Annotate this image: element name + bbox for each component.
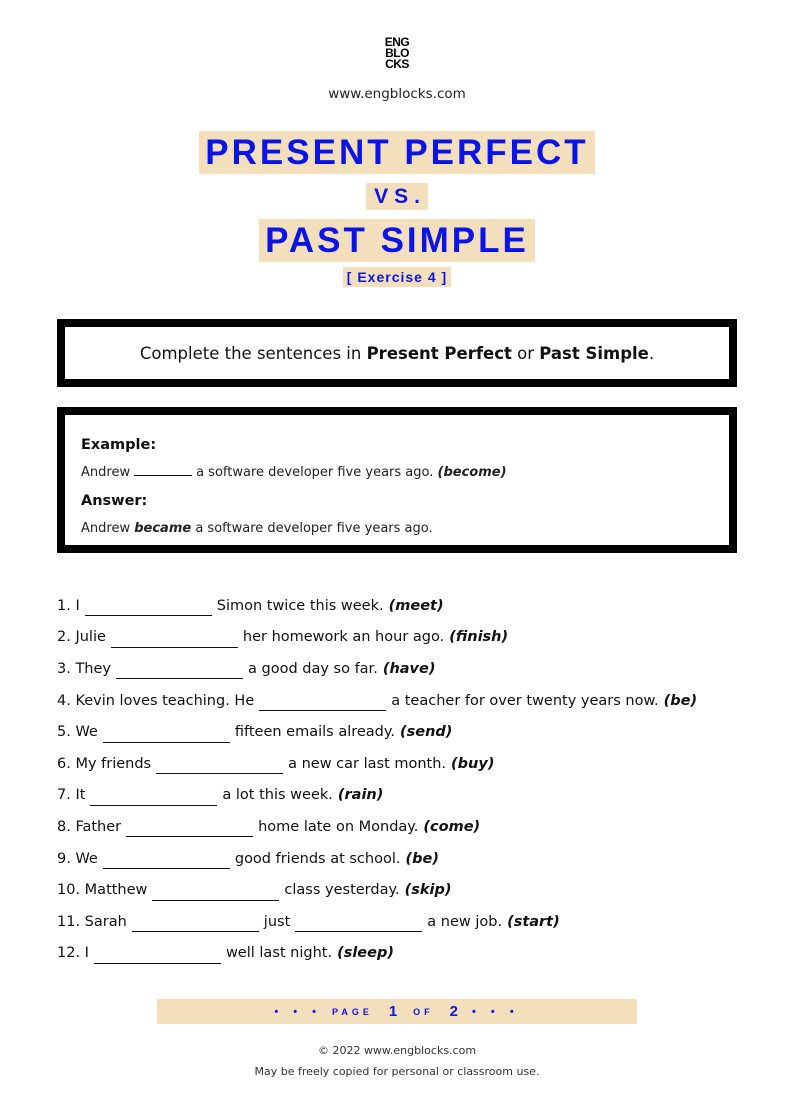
question-text: well last night. xyxy=(225,945,333,962)
verb-hint: (buy) xyxy=(451,755,495,772)
question-prefix: 8. Father xyxy=(57,818,122,835)
example-box xyxy=(57,407,737,553)
title-vs: VS. xyxy=(366,183,428,210)
example-subject: Andrew xyxy=(81,465,131,480)
question-text: a new car last month. xyxy=(288,755,447,772)
question-text-after: a new job. xyxy=(427,913,503,930)
answer-sentence xyxy=(81,521,433,536)
answer-blank[interactable] xyxy=(259,696,386,711)
verb-hint: (come) xyxy=(423,818,481,835)
verb-hint: (be) xyxy=(663,692,698,709)
title-line-3-wrap xyxy=(0,219,794,262)
answer-blank[interactable] xyxy=(126,822,253,837)
verb-hint: (meet) xyxy=(388,597,444,614)
exercise-label-wrap xyxy=(0,267,794,287)
site-url[interactable]: www.engblocks.com xyxy=(328,86,466,102)
verb-hint: (have) xyxy=(382,660,436,677)
answer-blank[interactable] xyxy=(152,886,279,901)
exercise-label: [ Exercise 4 ] xyxy=(343,267,451,287)
question-prefix: 2. Julie xyxy=(57,629,106,646)
example-rest: a software developer five years ago. xyxy=(196,465,434,480)
page-total: 2 xyxy=(449,1003,459,1020)
example-sentence xyxy=(81,465,507,480)
verb-hint: (rain) xyxy=(337,787,384,804)
question-item xyxy=(57,906,757,938)
question-text: a good day so far. xyxy=(248,660,378,677)
instruction-tense-2: Past Simple xyxy=(539,343,649,363)
question-text: just xyxy=(263,913,291,930)
answer-subject: Andrew xyxy=(81,521,131,536)
title-present-perfect: PRESENT PERFECT xyxy=(199,131,594,174)
question-item xyxy=(57,843,757,875)
title-line-2-wrap xyxy=(0,183,794,210)
verb-hint: (sleep) xyxy=(337,945,394,962)
instruction-box xyxy=(57,319,737,387)
question-prefix: 11. Sarah xyxy=(57,913,127,930)
question-prefix: 4. Kevin loves teaching. He xyxy=(57,692,255,709)
example-verb-hint: (become) xyxy=(437,465,507,480)
answer-label: Answer: xyxy=(81,493,148,509)
example-label: Example: xyxy=(81,437,157,453)
verb-hint: (be) xyxy=(405,850,439,867)
instruction-tense-1: Present Perfect xyxy=(366,343,512,363)
verb-hint: (finish) xyxy=(449,629,509,646)
answer-blank[interactable] xyxy=(111,633,238,648)
instruction-suffix: . xyxy=(648,343,655,363)
dots-right: • • • xyxy=(472,1005,520,1018)
question-list xyxy=(57,590,757,969)
answer-blank[interactable] xyxy=(295,917,422,932)
question-text: a teacher for over twenty years now. xyxy=(391,692,659,709)
logo-line: BLO xyxy=(385,46,409,60)
question-item xyxy=(57,938,757,970)
question-item xyxy=(57,780,757,812)
verb-hint: (skip) xyxy=(404,882,452,899)
question-item xyxy=(57,748,757,780)
title-line-1-wrap xyxy=(0,131,794,174)
answer-blank[interactable] xyxy=(116,664,243,679)
question-item xyxy=(57,685,757,717)
answer-blank[interactable] xyxy=(94,949,221,964)
question-prefix: 5. We xyxy=(57,724,98,741)
question-text: her homework an hour ago. xyxy=(242,629,445,646)
copyright: © 2022 www.engblocks.com xyxy=(317,1044,477,1057)
page-word: PAGE xyxy=(331,1006,373,1017)
question-text: fifteen emails already. xyxy=(234,724,396,741)
answer-rest: a software developer five years ago. xyxy=(195,521,433,536)
answer-word: became xyxy=(134,521,192,536)
question-item xyxy=(57,811,757,843)
logo xyxy=(378,37,416,70)
answer-blank[interactable] xyxy=(90,791,217,806)
answer-blank[interactable] xyxy=(85,601,212,616)
verb-hint: (start) xyxy=(507,913,560,930)
example-blank xyxy=(134,465,192,476)
title-past-simple: PAST SIMPLE xyxy=(259,219,535,262)
verb-hint: (send) xyxy=(400,724,453,741)
question-item xyxy=(57,653,757,685)
page-indicator xyxy=(157,999,637,1024)
question-prefix: 6. My friends xyxy=(57,755,152,772)
question-text: good friends at school. xyxy=(234,850,401,867)
page-current: 1 xyxy=(388,1003,398,1020)
question-prefix: 12. I xyxy=(57,945,89,962)
question-prefix: 3. They xyxy=(57,660,111,677)
logo-line: ENG xyxy=(384,35,410,49)
question-prefix: 1. I xyxy=(57,597,80,614)
answer-blank[interactable] xyxy=(103,728,230,743)
question-text: a lot this week. xyxy=(222,787,333,804)
question-item xyxy=(57,590,757,622)
question-item xyxy=(57,716,757,748)
usage-note: May be freely copied for personal or classroom use. xyxy=(254,1065,540,1078)
instruction-text xyxy=(140,344,654,363)
instruction-prefix: Complete the sentences in xyxy=(139,343,367,363)
of-word: OF xyxy=(413,1006,434,1017)
question-text: Simon twice this week. xyxy=(216,597,384,614)
instruction-middle: or xyxy=(511,343,540,363)
answer-blank[interactable] xyxy=(103,854,230,869)
question-prefix: 10. Matthew xyxy=(57,882,148,899)
answer-blank[interactable] xyxy=(156,759,283,774)
question-text: home late on Monday. xyxy=(258,818,419,835)
question-prefix: 7. It xyxy=(57,787,86,804)
dots-left: • • • xyxy=(274,1005,322,1018)
question-prefix: 9. We xyxy=(57,850,98,867)
question-item xyxy=(57,874,757,906)
answer-blank[interactable] xyxy=(132,917,259,932)
logo-line: CKS xyxy=(385,57,409,71)
question-text: class yesterday. xyxy=(284,882,400,899)
question-item xyxy=(57,622,757,654)
